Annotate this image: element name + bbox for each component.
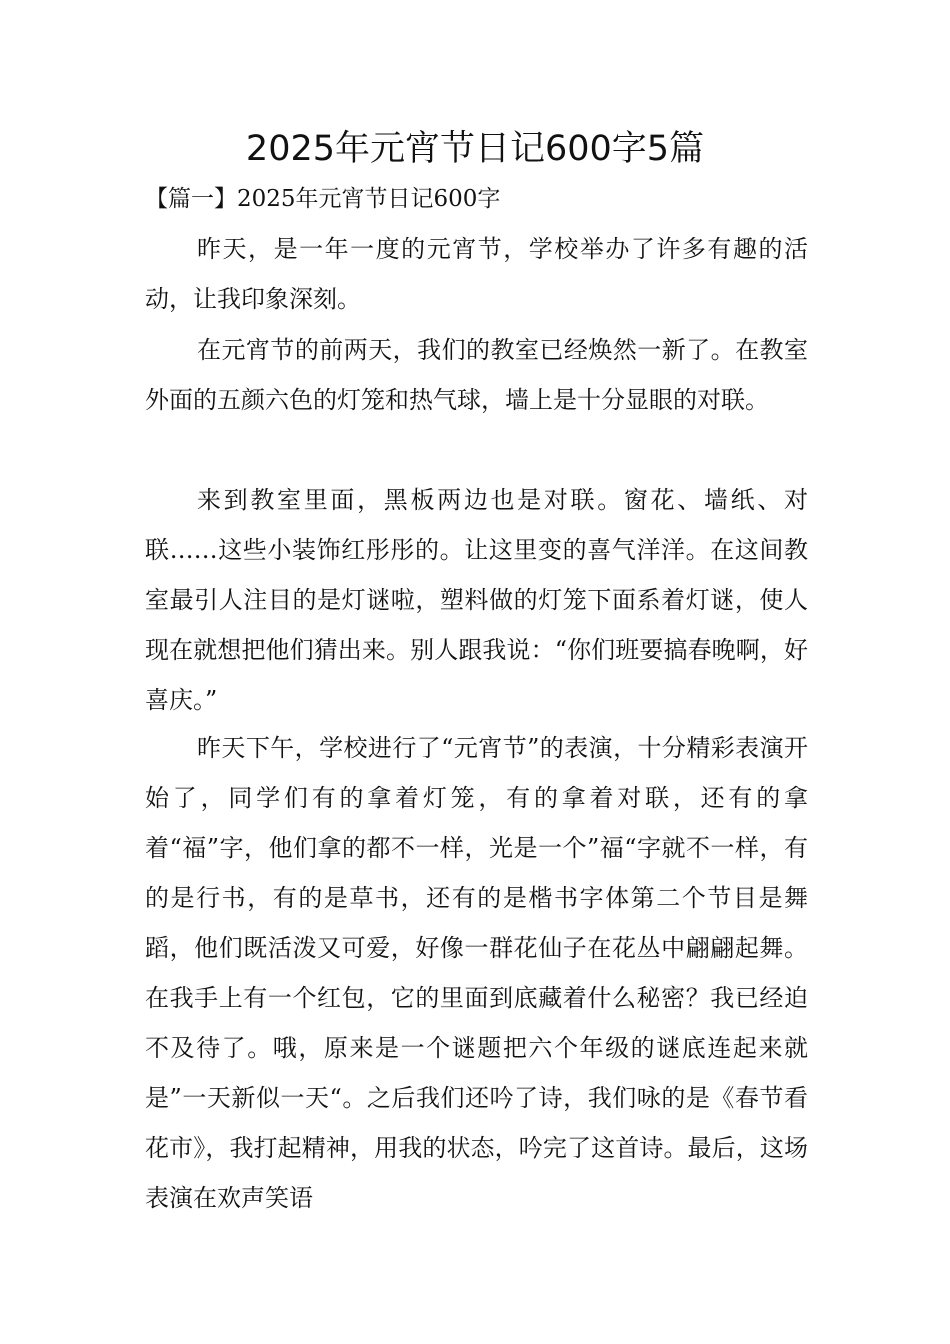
paragraph: 昨天下午，学校进行了“元宵节”的表演，十分精彩表演开始了，同学们有的拿着灯笼，有的拿着对联，还有的拿着“福”字，他们拿的都不一样，光是一个”福“字就不一样，有的是行书，有的是草书，还有的是楷书字体第二个节目是舞蹈，他们既活泼又可爱，好像一群花仙子在花丛中翩翩起舞。在我手上有一个红包，它的里面到底藏着什么秘密？我已经迫不及待了。哦，原来是一个谜题把六个年级的谜底连起来就是”一天新似一天“。之后我们还吟了诗，我们咏的是《春节看花市》，我打起精神，用我的状态，吟完了这首诗。最后，这场表演在欢声笑语	[145, 734, 808, 1212]
section-heading: 【篇一】2025年元宵节日记600字	[145, 186, 501, 212]
document-title: 2025年元宵节日记600字5篇	[245, 129, 705, 169]
paragraph: 来到教室里面，黑板两边也是对联。窗花、墙纸、对联……这些小装饰红彤彤的。让这里变的喜气洋洋。在这间教室最引人注目的是灯谜啦，塑料做的灯笼下面系着灯谜，使人现在就想把他们猜出来。别人跟我说：“你们班要搞春晚啊，好喜庆。”	[145, 486, 808, 714]
paragraph: 昨天，是一年一度的元宵节，学校举办了许多有趣的活动，让我印象深刻。	[145, 235, 808, 313]
paragraph: 在元宵节的前两天，我们的教室已经焕然一新了。在教室外面的五颜六色的灯笼和热气球，墙上是十分显眼的对联。	[145, 336, 808, 414]
paragraph-3-container	[145, 475, 808, 725]
paragraph-2-container	[145, 325, 808, 425]
paragraph-1-container	[145, 224, 808, 324]
paragraph-4-container	[145, 723, 808, 1223]
